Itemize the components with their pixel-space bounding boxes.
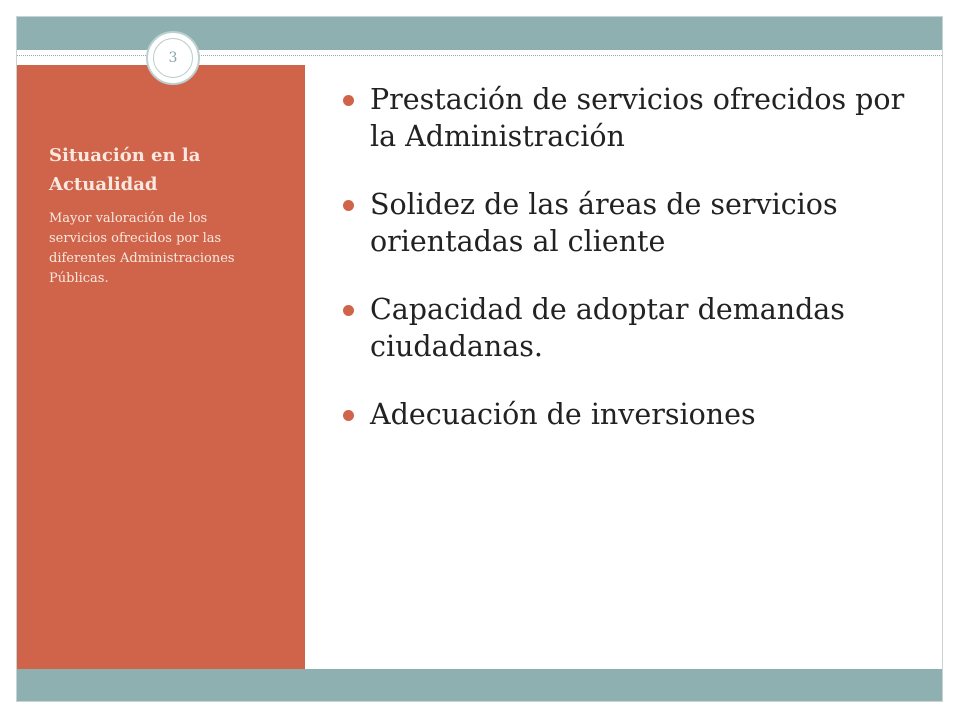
bullet-text: Prestación de servicios ofrecidos por la Administración: [370, 83, 905, 153]
bottom-band: [17, 669, 942, 701]
sidebar-panel: [17, 65, 305, 671]
bullet-dot-icon: [343, 200, 354, 211]
bullet-dot-icon: [343, 95, 354, 106]
bullet-item: [343, 291, 923, 365]
bullet-text: Adecuación de inversiones: [370, 398, 756, 431]
bullet-item: [343, 81, 923, 155]
sidebar-description: Mayor valoración de los servicios ofrecidos por las diferentes Administraciones Públicas.: [49, 211, 235, 286]
page-number-badge: [146, 31, 200, 85]
bullet-text: Capacidad de adoptar demandas ciudadanas.: [370, 293, 845, 363]
bullet-item: [343, 396, 923, 433]
bullet-list: [343, 81, 923, 464]
bullet-dot-icon: [343, 410, 354, 421]
slide: [16, 16, 943, 702]
bullet-text: Solidez de las áreas de servicios orientadas al cliente: [370, 188, 838, 258]
page-number: 3: [153, 38, 193, 78]
bullet-dot-icon: [343, 305, 354, 316]
sidebar-title: Situación en la Actualidad: [49, 145, 201, 195]
bullet-item: [343, 186, 923, 260]
